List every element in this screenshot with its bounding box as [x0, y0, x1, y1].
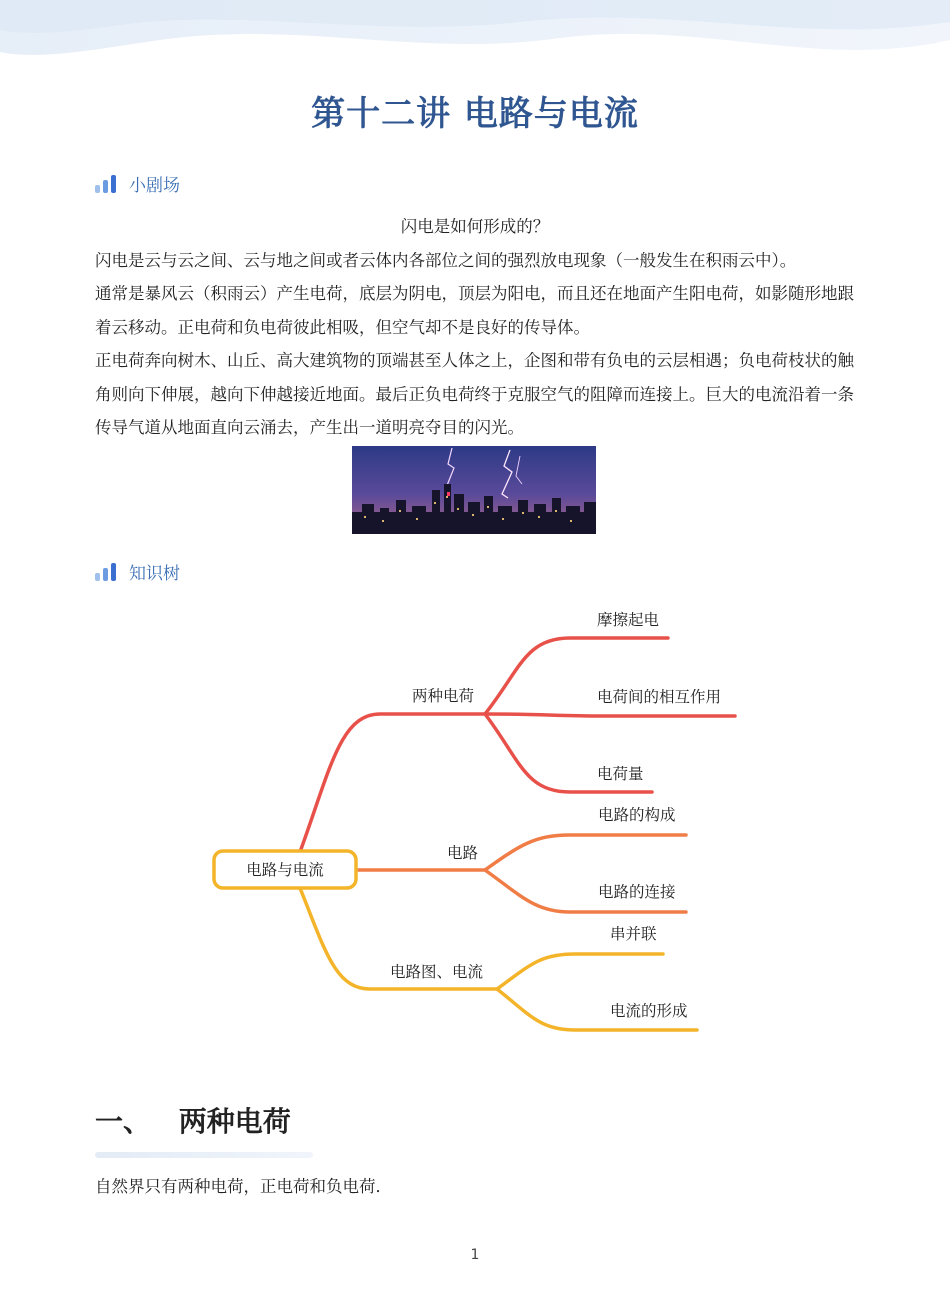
page-number: 1	[470, 1247, 480, 1263]
node-two-charges: 两种电荷	[412, 687, 475, 705]
node-circuit-diagram: 电路图、电流	[390, 963, 484, 981]
section-tree-heading	[95, 559, 180, 584]
knowledge-tree-mindmap	[0, 590, 950, 1050]
node-current-formation: 电流的形成	[610, 1002, 688, 1020]
theater-question: 闪电是如何形成的？	[400, 217, 550, 236]
node-circuit: 电路	[447, 844, 479, 862]
heading-number: 一、	[95, 1105, 152, 1138]
theater-text	[95, 210, 855, 445]
heading-text: 两种电荷	[178, 1105, 291, 1138]
section-theater-label: 小剧场	[129, 176, 180, 196]
theater-paragraph-3: 正电荷奔向树木、山丘、高大建筑物的顶端甚至人体之上，企图和带有负电的云层相遇；负电荷枝状的触角则向下伸展，越向下伸越接近地面。最后正负电荷终于克服空气的阻障而连接上。巨大的电流沿着一条传导气道从地面直向云涌去，产生出一道明亮夺目的闪光。	[95, 351, 854, 437]
node-friction: 摩擦起电	[597, 611, 660, 629]
node-charge-amount: 电荷量	[597, 765, 644, 783]
section-tree-label: 知识树	[129, 564, 180, 584]
heading-underline	[95, 1152, 313, 1158]
node-charge-interaction: 电荷间的相互作用	[597, 688, 722, 706]
theater-paragraph-1: 闪电是云与云之间、云与地之间或者云体内各部位之间的强烈放电现象（一般发生在积雨云中）。	[95, 250, 797, 270]
section-theater-heading	[95, 171, 180, 196]
bar-chart-icon	[95, 563, 117, 581]
body-line: 自然界只有两种电荷，正电荷和负电荷．	[95, 1177, 392, 1196]
node-circuit-connection: 电路的连接	[598, 883, 676, 901]
bar-chart-icon	[95, 175, 117, 193]
mindmap-root: 电路与电流	[246, 861, 324, 879]
page-title: 第十二讲 电路与电流	[311, 94, 639, 134]
node-series-parallel: 串并联	[610, 925, 657, 943]
theater-paragraph-2: 通常是暴风云（积雨云）产生电荷，底层为阴电，顶层为阳电，而且还在地面产生阳电荷，如影随形地跟着云移动。正电荷和负电荷彼此相吸，但空气却不是良好的传导体。	[95, 284, 854, 337]
heading-two-charges	[95, 1100, 291, 1140]
header-wave-decoration	[0, 0, 950, 70]
lightning-city-photo	[352, 446, 596, 534]
node-circuit-structure: 电路的构成	[598, 806, 676, 824]
